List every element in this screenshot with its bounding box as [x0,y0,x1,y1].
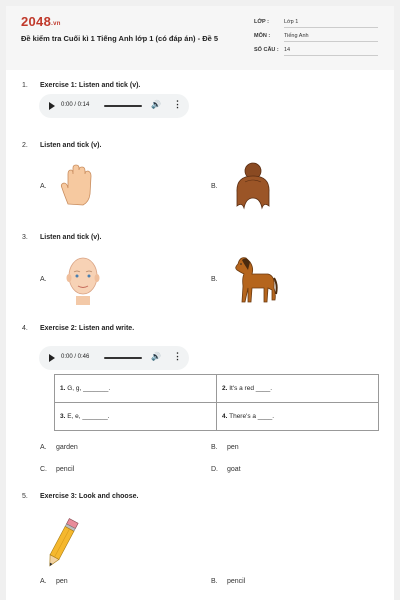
bald-head-icon [64,254,102,306]
play-icon[interactable] [49,102,55,110]
option-a-text[interactable]: pen [56,578,68,585]
option-d-label[interactable]: D. [211,466,218,473]
document-title: Đề kiểm tra Cuối kì 1 Tiếng Anh lớp 1 (có đáp án) - Đề 5 [21,34,219,43]
more-vertical-icon[interactable]: ⋮ [173,99,182,109]
option-b-label[interactable]: B. [211,444,218,451]
document-header [6,6,394,70]
option-a-label[interactable]: A. [40,578,47,585]
cell-text: There's a ____. [227,413,275,420]
meta-count-value: 14 [284,47,378,56]
audio-player-1[interactable] [39,94,189,118]
option-c-label[interactable]: C. [40,466,47,473]
hair-bun-icon [232,162,274,212]
option-b-label[interactable]: B. [211,578,218,585]
option-a-text[interactable]: garden [56,444,78,451]
question-number: 5. [22,493,28,500]
table-row [55,403,379,431]
audio-progress-bar[interactable] [104,357,142,359]
question-number: 4. [22,325,28,332]
worksheet-page [6,6,394,600]
question-text: Listen and tick (v). [40,142,102,149]
question-number: 1. [22,82,28,89]
table-row [55,375,379,403]
cell-number: 3. [60,413,66,420]
cell-text: E, e, _______. [65,413,110,420]
question-text: Listen and tick (v). [40,234,102,241]
cell-text: G, g, _______. [65,385,111,392]
meta-class-value: Lớp 1 [284,19,378,28]
question-number: 2. [22,142,28,149]
hand-icon [56,164,96,208]
pencil-icon [42,514,82,572]
cell-number: 1. [60,385,66,392]
option-b-text[interactable]: pen [227,444,239,451]
cell-number: 4. [222,413,228,420]
option-a-label[interactable]: A. [40,183,47,190]
option-a-label[interactable]: A. [40,444,47,451]
audio-player-2[interactable] [39,346,189,370]
horse-icon [232,254,278,308]
audio-progress-bar[interactable] [104,105,142,107]
question-number: 3. [22,234,28,241]
cell-text: It's a red ____. [227,385,273,392]
table-cell [55,403,217,431]
fill-in-table [54,374,379,431]
option-d-text[interactable]: goat [227,466,241,473]
meta-class-label: LỚP : [254,19,269,25]
meta-subject-value: Tiếng Anh [284,33,378,42]
question-text: Exercise 2: Listen and write. [40,325,135,332]
option-a-label[interactable]: A. [40,276,47,283]
meta-count-label: SỐ CÂU : [254,47,279,53]
table-cell [217,403,379,431]
audio-time: 0:00 / 0:14 [61,102,90,108]
more-vertical-icon[interactable]: ⋮ [173,351,182,361]
option-b-label[interactable]: B. [211,183,218,190]
logo-text: 2048 [21,14,52,29]
option-b-label[interactable]: B. [211,276,218,283]
option-c-text[interactable]: pencil [56,466,75,473]
audio-time: 0:00 / 0:46 [61,354,90,360]
option-b-text[interactable]: pencil [227,578,246,585]
volume-icon[interactable]: 🔊 [151,100,161,109]
volume-icon[interactable]: 🔊 [151,352,161,361]
play-icon[interactable] [49,354,55,362]
table-cell [217,375,379,403]
meta-subject-label: MÔN : [254,33,271,39]
question-text: Exercise 3: Look and choose. [40,493,139,500]
site-logo[interactable] [21,14,61,29]
logo-suffix: .vn [51,21,61,27]
table-cell [55,375,217,403]
cell-number: 2. [222,385,228,392]
question-text: Exercise 1: Listen and tick (v). [40,82,141,89]
